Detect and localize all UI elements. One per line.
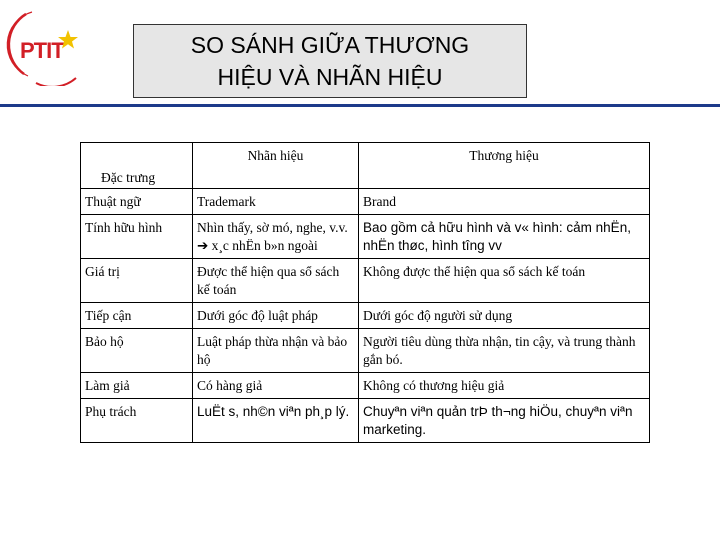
table-row	[81, 373, 650, 399]
table-header-row	[81, 143, 650, 189]
row-feature: Làm giả	[81, 373, 193, 399]
row-feature: Tính hữu hình	[81, 215, 193, 259]
header-brand: Thương hiệu	[359, 143, 650, 189]
header-feature: Đặc trưng	[101, 170, 156, 185]
header-corner-cell	[81, 143, 193, 189]
row-label: Nhìn thấy, sờ mó, nghe, v.v. ➔ x¸c nhËn b»n ngoài	[193, 215, 359, 259]
row-brand: Bao gồm cả hữu hình và v« hình: cảm nhËn, nhËn thøc, hình tîng vv	[359, 215, 650, 259]
title-line-2: HIỆU VÀ NHÃN HIỆU	[217, 64, 443, 90]
row-label: Dưới góc độ luật pháp	[193, 303, 359, 329]
ptit-logo-emblem	[6, 0, 92, 86]
row-label: Trademark	[193, 189, 359, 215]
row-brand: Chuyªn viªn quản trÞ th¬ng hiÖu, chuyªn viªn marketing.	[359, 399, 650, 443]
header-label: Nhãn hiệu	[193, 143, 359, 189]
table-row	[81, 215, 650, 259]
row-feature: Thuật ngữ	[81, 189, 193, 215]
table-row	[81, 189, 650, 215]
comparison-table	[80, 142, 650, 443]
row-feature: Phụ trách	[81, 399, 193, 443]
row-brand: Brand	[359, 189, 650, 215]
logo-text: PTIT	[20, 38, 64, 63]
row-label: LuËt s, nh©n viªn ph¸p lý.	[193, 399, 359, 443]
row-brand: Dưới góc độ người sử dụng	[359, 303, 650, 329]
row-label: Luật pháp thừa nhận và bảo hộ	[193, 329, 359, 373]
row-label: Được thể hiện qua sổ sách kế toán	[193, 259, 359, 303]
slide-title	[133, 24, 527, 98]
row-feature: Tiếp cận	[81, 303, 193, 329]
row-feature: Bảo hộ	[81, 329, 193, 373]
row-brand: Không được thể hiện qua sổ sách kế toán	[359, 259, 650, 303]
table-row	[81, 329, 650, 373]
row-feature: Giá trị	[81, 259, 193, 303]
header-rule	[0, 104, 720, 107]
table-row	[81, 259, 650, 303]
ptit-logo	[6, 0, 92, 86]
table-row	[81, 399, 650, 443]
row-brand: Người tiêu dùng thừa nhận, tin cậy, và trung thành gắn bó.	[359, 329, 650, 373]
row-brand: Không có thương hiệu giả	[359, 373, 650, 399]
table-row	[81, 303, 650, 329]
row-label: Có hàng giả	[193, 373, 359, 399]
title-line-1: SO SÁNH GIỮA THƯƠNG	[190, 32, 470, 58]
